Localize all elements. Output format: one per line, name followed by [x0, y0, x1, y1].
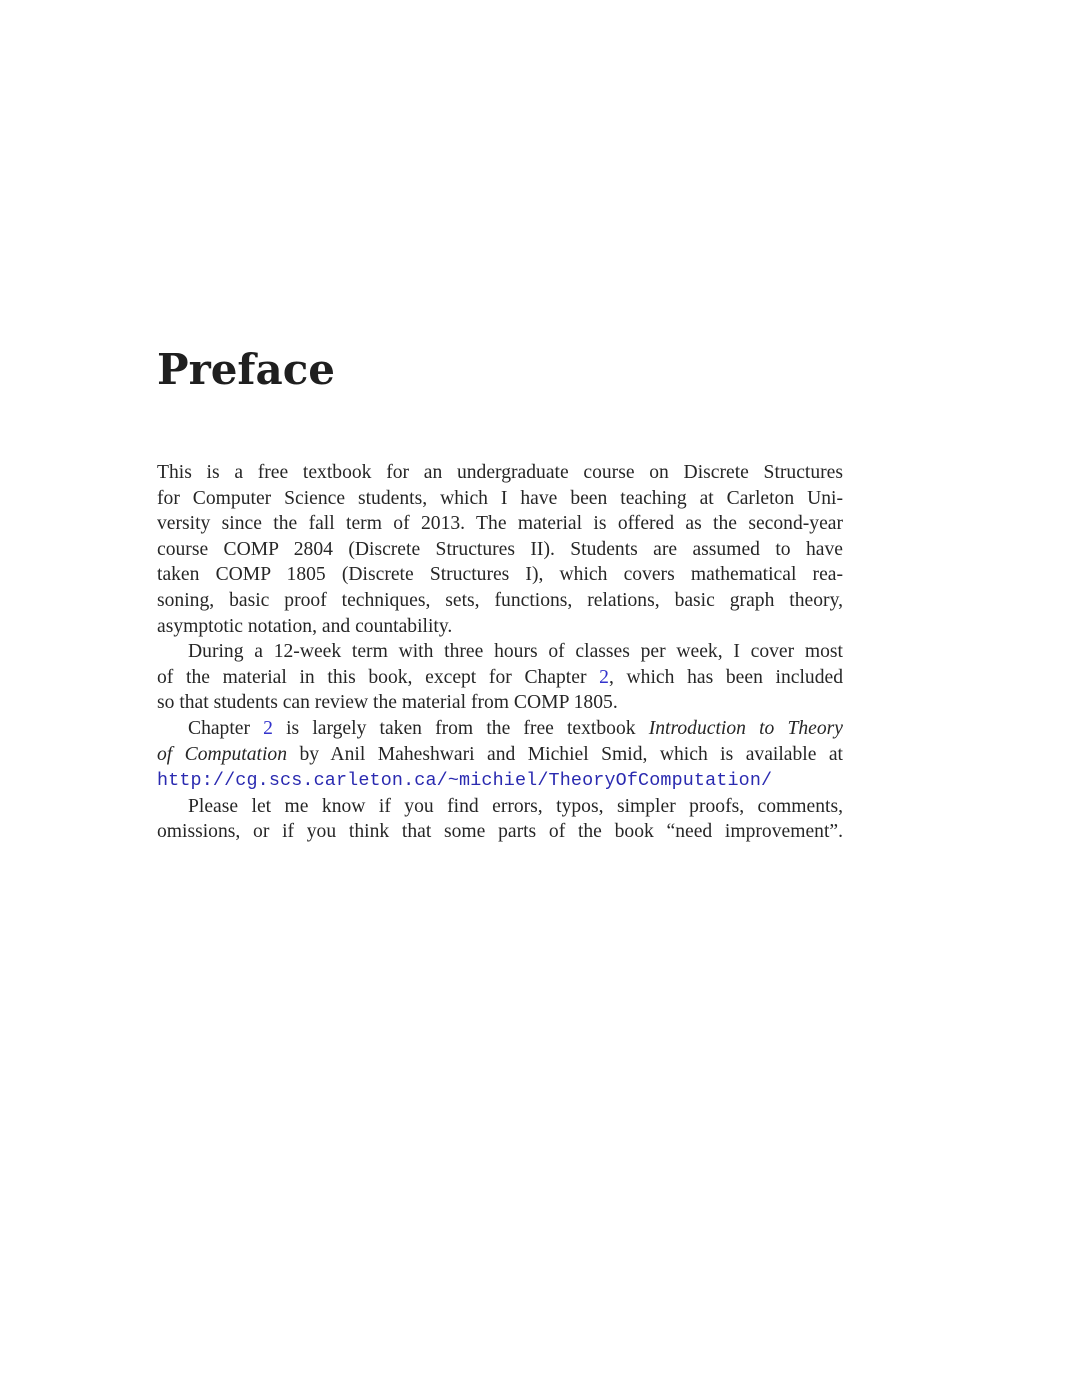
text-line: taken COMP 1805 (Discrete Structures I), which covers mathematical rea- — [157, 564, 843, 586]
book-title-italic: Introduction to Theory — [648, 717, 843, 739]
text-fragment: by Anil Maheshwari and Michiel Smid, which is available at — [287, 743, 843, 765]
chapter-reference-link[interactable]: 2 — [263, 717, 273, 739]
text-line: During a 12-week term with three hours of classes per week, I cover most — [188, 641, 843, 663]
preface-body — [157, 460, 843, 845]
text-fragment: Chapter — [188, 717, 264, 739]
text-line: so that students can review the material from COMP 1805. — [157, 692, 618, 714]
text-line: asymptotic notation, and countability. — [157, 615, 453, 637]
text-fragment: of the material in this book, except for Chapter — [157, 666, 600, 688]
paragraph-chapter-source — [157, 716, 843, 794]
book-title-italic: of Computation — [157, 743, 288, 765]
text-line — [157, 716, 843, 742]
text-line: soning, basic proof techniques, sets, functions, relations, basic graph theory, — [157, 589, 843, 611]
text-fragment: is largely taken from the free textbook — [272, 717, 649, 739]
text-line: course COMP 2804 (Discrete Structures II). Students are assumed to have — [157, 538, 843, 560]
text-line — [157, 742, 843, 768]
text-line — [157, 767, 843, 794]
text-line: Please let me know if you find errors, typos, simpler proofs, comments, — [188, 795, 843, 817]
chapter-title: Preface — [157, 345, 336, 394]
paragraph-intro — [157, 460, 843, 639]
text-line: for Computer Science students, which I have been teaching at Carleton Uni- — [157, 487, 843, 509]
book-url-link[interactable]: http://cg.scs.carleton.ca/~michiel/TheoryOfComputation/ — [157, 770, 773, 792]
text-line: This is a free textbook for an undergraduate course on Discrete Structures — [157, 462, 843, 483]
chapter-reference-link[interactable]: 2 — [599, 666, 609, 688]
text-line: omissions, or if you think that some parts of the book “need improvement”. — [157, 821, 843, 843]
paragraph-feedback — [157, 794, 843, 845]
paragraph-course-coverage — [157, 639, 843, 716]
text-line — [157, 665, 843, 691]
text-line: versity since the fall term of 2013. The material is offered as the second-year — [157, 513, 843, 535]
text-fragment: , which has been included — [608, 666, 844, 688]
